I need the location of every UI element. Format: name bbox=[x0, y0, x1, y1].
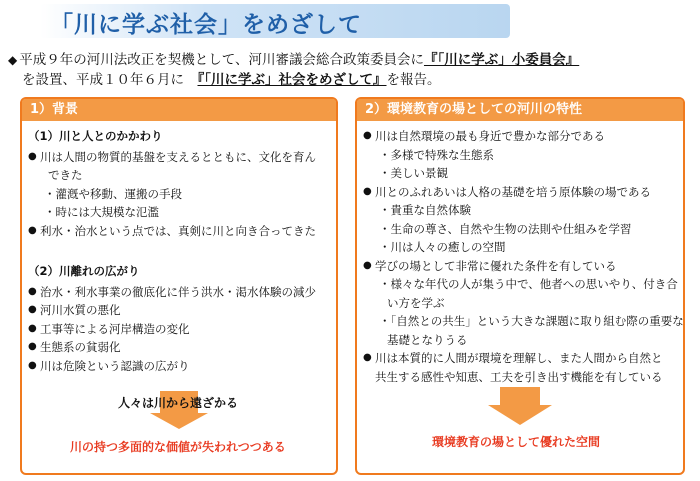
intro-line-2 bbox=[8, 70, 698, 90]
list-item: ● 工事等による河岸構造の変化 bbox=[28, 320, 330, 339]
characteristics-list bbox=[363, 127, 684, 386]
list-item: ・美しい景観 bbox=[379, 166, 448, 180]
list-item: ・灌漑や移動、運搬の手段 bbox=[44, 186, 182, 201]
list-item: ・「自然との共生」という大きな課題に取り組む際の重要な bbox=[379, 314, 684, 328]
river-characteristics-header: 2）環境教育の場としての河川の特性 bbox=[357, 99, 683, 121]
list-item: ・時には大規模な氾濫 bbox=[44, 205, 159, 219]
list-item: ● 河川水質の悪化 bbox=[28, 301, 330, 320]
river-characteristics-panel bbox=[355, 97, 685, 475]
background-conclusion: 川の持つ多面的な価値が失われつつある bbox=[70, 440, 286, 454]
list-item: ・多様で特殊な生態系 bbox=[379, 147, 494, 162]
list-item: ● 利水・治水という点では、真剣に川と向き合ってきた bbox=[28, 222, 330, 241]
diamond-bullet-icon: ◆ bbox=[8, 53, 18, 67]
list-item: ● 川とのふれあいは人格の基礎を培う原体験の場である bbox=[363, 183, 677, 202]
list-item: できた bbox=[48, 168, 83, 182]
arrow-label: 人々は川から遠ざかる bbox=[118, 396, 239, 410]
list-item: ● 生態系の貧弱化 bbox=[28, 338, 330, 357]
intro-text bbox=[8, 50, 698, 90]
list-item: ・川は人々の癒しの空間 bbox=[379, 240, 506, 254]
list-item: ● 学びの場として非常に優れた条件を有している bbox=[363, 257, 677, 276]
list-item: ● 治水・利水事業の徹底化に伴う洪水・渇水体験の減少 bbox=[28, 283, 330, 302]
characteristics-conclusion: 環境教育の場として優れた空間 bbox=[432, 435, 601, 449]
list-item: ● 川は危険という認識の広がり bbox=[28, 357, 330, 376]
background-panel-body bbox=[22, 121, 336, 375]
intro-line-1 bbox=[8, 50, 698, 70]
list-item: ● 川は自然環境の最も身近で豊かな部分である bbox=[363, 127, 677, 146]
list-item: い方を学ぶ bbox=[387, 295, 445, 310]
list-item: 基礎となりうる bbox=[387, 332, 468, 347]
background-panel bbox=[20, 97, 338, 475]
list-item: ● 川は本質的に人間が環境を理解し、また人間から自然と bbox=[363, 349, 677, 368]
list-item: ・様々な年代の人が集う中で、他者への思いやり、付き合 bbox=[379, 277, 678, 291]
intro-line2-end: を報告。 bbox=[386, 72, 441, 88]
alienation-list bbox=[28, 283, 330, 376]
page-title: 「川に学ぶ社会」をめざして bbox=[50, 12, 362, 38]
river-characteristics-body bbox=[357, 121, 683, 386]
intro-committee-name: 『「川に学ぶ」小委員会』 bbox=[423, 52, 580, 68]
subsection-title-alienation: （2）川離れの広がり bbox=[28, 264, 140, 278]
list-item: ・生命の尊さ、自然や生物の法則や仕組みを学習 bbox=[379, 221, 632, 236]
list-item: ・貴重な自然体験 bbox=[379, 203, 471, 217]
list-item: 共生する感性や知恵、工夫を引き出す機能を有している bbox=[375, 369, 663, 384]
intro-line1-text: 平成９年の河川法改正を契機として、河川審議会総合政策委員会に bbox=[19, 52, 424, 68]
list-item: ● 川は人間の物質的基盤を支えるとともに、文化を育ん bbox=[28, 148, 330, 167]
background-panel-header: 1）背景 bbox=[22, 99, 336, 121]
intro-report-name: 『「川に学ぶ」社会をめざして』 bbox=[197, 72, 387, 88]
subsection-title-relation: （1）川と人とのかかわり bbox=[28, 129, 163, 143]
relation-list bbox=[28, 148, 330, 241]
intro-line2-text: を設置、平成１０年６月に bbox=[22, 72, 198, 88]
